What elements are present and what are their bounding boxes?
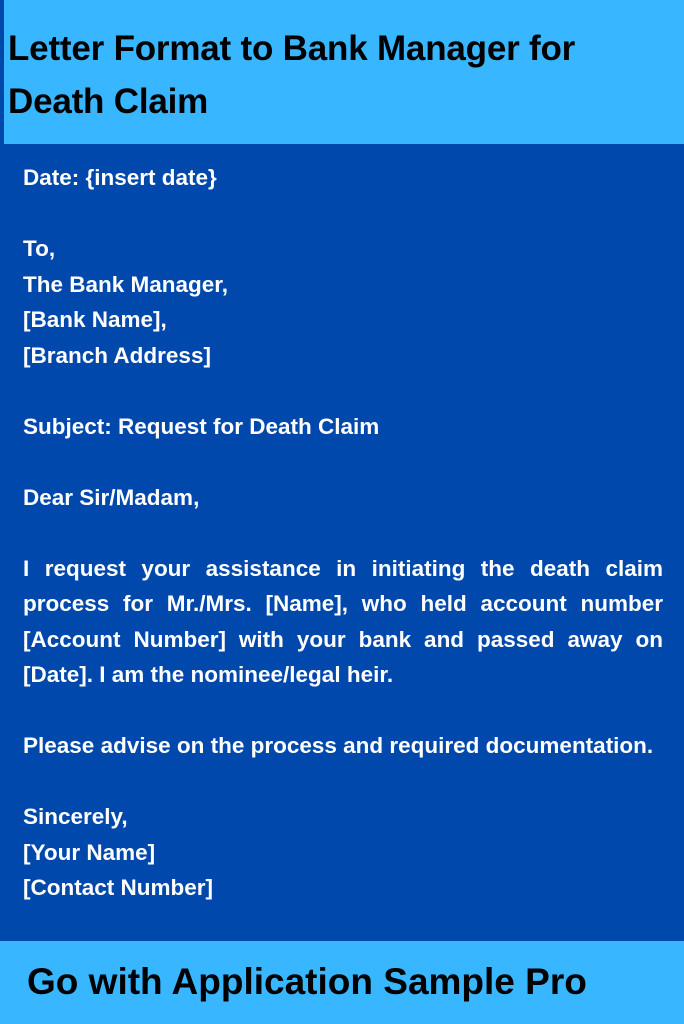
letter-body <box>23 160 663 906</box>
letter-date: Date: {insert date} <box>23 165 217 190</box>
spacer <box>23 444 663 480</box>
footer-banner <box>0 941 684 1024</box>
letter-body-paragraph-2: Please advise on the process and required documentation. <box>23 733 654 758</box>
spacer <box>23 515 663 551</box>
page-title: Letter Format to Bank Manager for Death Claim <box>8 29 576 121</box>
footer-brand-text: Go with Application Sample Pro <box>27 961 587 1002</box>
letter-bank-name: [Bank Name], <box>23 307 167 332</box>
letter-body-paragraph-1: I request your assistance in initiating the death claim process for Mr./Mrs. [Name], who held account number [Account Number] with your bank and passed away on [Date]. I am the nominee/legal heir. <box>23 555 663 687</box>
spacer <box>23 373 663 409</box>
spacer <box>23 196 663 232</box>
spacer <box>23 764 663 800</box>
spacer <box>23 693 663 729</box>
letter-recipient: The Bank Manager, <box>23 271 229 297</box>
letter-branch-address: [Branch Address] <box>23 342 211 368</box>
letter-salutation: Dear Sir/Madam, <box>23 484 200 510</box>
letter-to: To, <box>23 236 56 261</box>
letter-closing: Sincerely, <box>23 804 128 829</box>
header-banner <box>0 0 684 144</box>
letter-contact-number: [Contact Number] <box>23 875 213 900</box>
letter-your-name: [Your Name] <box>23 839 156 865</box>
letter-subject: Subject: Request for Death Claim <box>23 413 380 439</box>
